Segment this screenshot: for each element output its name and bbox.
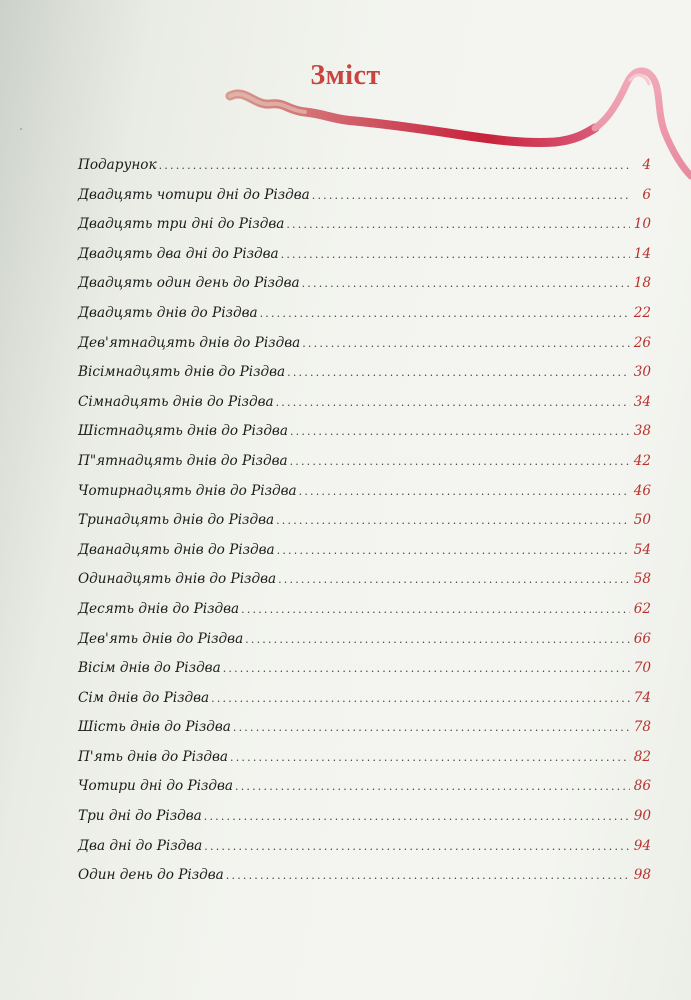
toc-entry-page-number: 42 bbox=[633, 452, 651, 469]
toc-entry-title: Дванадцять днів до Різдва bbox=[78, 541, 275, 558]
toc-dot-leader bbox=[286, 218, 629, 231]
toc-entry bbox=[78, 483, 651, 513]
toc-entry bbox=[78, 246, 651, 276]
toc-entry-page-number: 38 bbox=[633, 423, 651, 440]
toc-dot-leader bbox=[302, 277, 630, 290]
toc-entry-page-number: 82 bbox=[633, 748, 651, 765]
toc-dot-leader bbox=[290, 425, 630, 438]
toc-entry-title: Дев'ять днів до Різдва bbox=[78, 630, 244, 647]
toc-entry bbox=[78, 660, 651, 690]
toc-entry bbox=[78, 275, 651, 305]
toc-entry bbox=[78, 512, 651, 542]
toc-entry bbox=[78, 838, 651, 868]
toc-entry-title: Двадцять три дні до Різдва bbox=[78, 216, 285, 233]
toc-entry bbox=[78, 631, 651, 661]
toc-entry-title: Двадцять чотири дні до Різдва bbox=[78, 186, 310, 203]
toc-dot-leader bbox=[278, 573, 630, 586]
toc-dot-leader bbox=[312, 189, 631, 202]
toc-dot-leader bbox=[204, 810, 630, 823]
toc-dot-leader bbox=[276, 396, 630, 409]
toc-entry-title: Три дні до Різдва bbox=[78, 808, 202, 825]
toc-entry-page-number: 90 bbox=[633, 808, 651, 825]
toc-entry bbox=[78, 867, 651, 897]
toc-entry bbox=[78, 690, 651, 720]
toc-entry-title: Подарунок bbox=[78, 157, 157, 173]
toc-entry bbox=[78, 157, 651, 187]
toc-entry-page-number: 78 bbox=[633, 719, 651, 736]
toc-entry-page-number: 66 bbox=[633, 630, 651, 647]
paper-speck bbox=[20, 128, 22, 130]
toc-entry bbox=[78, 778, 651, 808]
toc-entry-title: Шістнадцять днів до Різдва bbox=[78, 423, 288, 440]
toc-dot-leader bbox=[211, 692, 630, 705]
toc-entry-page-number: 4 bbox=[642, 157, 651, 173]
toc-entry-page-number: 46 bbox=[633, 482, 651, 499]
toc-entry-page-number: 18 bbox=[633, 275, 651, 292]
page-title: Зміст bbox=[310, 60, 381, 91]
toc-dot-leader bbox=[226, 869, 630, 882]
toc-entry-title: Двадцять днів до Різдва bbox=[78, 304, 258, 321]
toc-entry-page-number: 74 bbox=[633, 689, 651, 706]
toc-entry-title: Один день до Різдва bbox=[78, 867, 224, 884]
toc-entry-page-number: 58 bbox=[633, 571, 651, 588]
toc-entry bbox=[78, 453, 651, 483]
toc-entry bbox=[78, 305, 651, 335]
toc-entry-page-number: 62 bbox=[633, 600, 651, 617]
table-of-contents bbox=[78, 157, 651, 897]
toc-entry-title: Вісімнадцять днів до Різдва bbox=[78, 364, 286, 381]
toc-entry-title: Десять днів до Різдва bbox=[78, 600, 240, 617]
toc-entry bbox=[78, 187, 651, 217]
toc-entry-title: П'ять днів до Різдва bbox=[78, 748, 229, 765]
toc-entry bbox=[78, 394, 651, 424]
toc-entry-page-number: 34 bbox=[633, 393, 651, 410]
toc-entry-page-number: 22 bbox=[633, 304, 651, 321]
toc-dot-leader bbox=[281, 248, 630, 261]
toc-entry-title: Шість днів до Різдва bbox=[78, 719, 231, 736]
toc-entry-title: Двадцять два дні до Різдва bbox=[78, 245, 279, 262]
toc-dot-leader bbox=[277, 544, 630, 557]
toc-entry bbox=[78, 601, 651, 631]
toc-dot-leader bbox=[159, 159, 631, 172]
toc-dot-leader bbox=[287, 366, 630, 379]
toc-entry bbox=[78, 216, 651, 246]
toc-dot-leader bbox=[241, 603, 630, 616]
toc-entry bbox=[78, 749, 651, 779]
toc-entry-page-number: 26 bbox=[633, 334, 651, 351]
toc-dot-leader bbox=[235, 780, 630, 793]
toc-entry-title: Дев'ятнадцять днів до Різдва bbox=[78, 334, 301, 351]
toc-entry-page-number: 98 bbox=[633, 867, 651, 884]
toc-entry bbox=[78, 364, 651, 394]
toc-entry-page-number: 94 bbox=[633, 837, 651, 854]
toc-entry-title: Чотирнадцять днів до Різдва bbox=[78, 482, 297, 499]
toc-entry bbox=[78, 571, 651, 601]
toc-entry-title: П"ятнадцять днів до Різдва bbox=[78, 452, 288, 469]
toc-dot-leader bbox=[302, 337, 629, 350]
toc-entry-title: Одинадцять днів до Різдва bbox=[78, 571, 277, 588]
toc-entry-page-number: 10 bbox=[633, 216, 651, 233]
toc-dot-leader bbox=[233, 721, 630, 734]
toc-entry-page-number: 86 bbox=[633, 778, 651, 795]
toc-entry-title: Сім днів до Різдва bbox=[78, 689, 210, 706]
toc-entry bbox=[78, 719, 651, 749]
toc-entry-title: Два дні до Різдва bbox=[78, 837, 203, 854]
toc-entry bbox=[78, 808, 651, 838]
toc-dot-leader bbox=[230, 751, 630, 764]
toc-dot-leader bbox=[290, 455, 630, 468]
toc-entry-title: Тринадцять днів до Різдва bbox=[78, 512, 275, 529]
toc-entry-page-number: 6 bbox=[642, 186, 651, 203]
toc-dot-leader bbox=[299, 485, 630, 498]
toc-entry-page-number: 70 bbox=[633, 660, 651, 677]
toc-entry bbox=[78, 542, 651, 572]
toc-entry-title: Чотири дні до Різдва bbox=[78, 778, 234, 795]
toc-entry-page-number: 14 bbox=[633, 245, 651, 262]
toc-entry-title: Вісім днів до Різдва bbox=[78, 660, 221, 677]
toc-entry-page-number: 54 bbox=[633, 541, 651, 558]
toc-entry bbox=[78, 423, 651, 453]
toc-dot-leader bbox=[260, 307, 630, 320]
toc-dot-leader bbox=[276, 514, 630, 527]
toc-entry-page-number: 50 bbox=[633, 512, 651, 529]
toc-dot-leader bbox=[223, 662, 630, 675]
toc-entry-title: Сімнадцять днів до Різдва bbox=[78, 393, 274, 410]
toc-dot-leader bbox=[204, 840, 629, 853]
toc-entry-title: Двадцять один день до Різдва bbox=[78, 275, 300, 292]
toc-entry bbox=[78, 335, 651, 365]
toc-dot-leader bbox=[245, 633, 630, 646]
toc-entry-page-number: 30 bbox=[633, 364, 651, 381]
